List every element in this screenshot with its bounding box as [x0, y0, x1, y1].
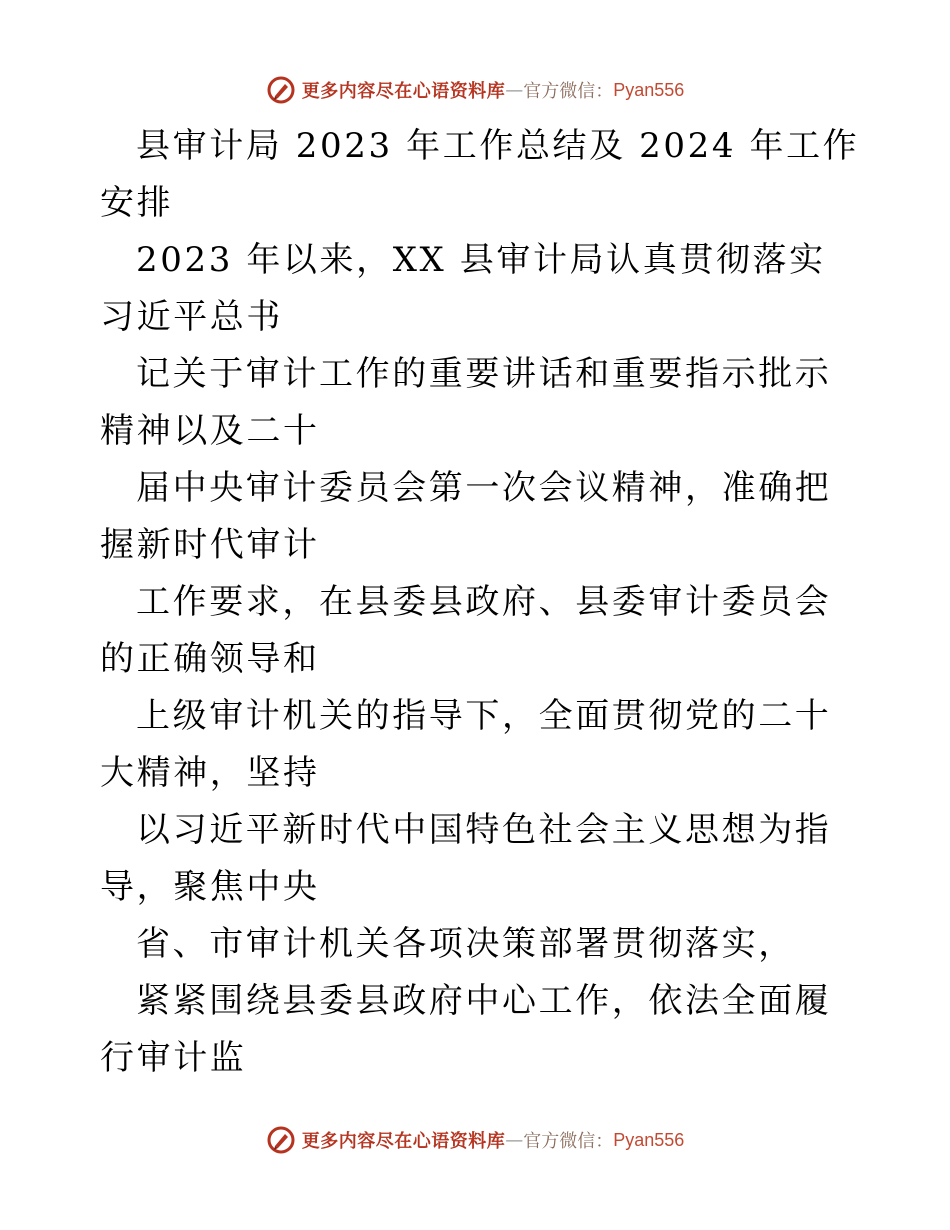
banner-separator: — [505, 1129, 524, 1151]
banner-wechat-id: Pyan556 [613, 1129, 685, 1150]
banner-separator: — [505, 79, 524, 101]
document-title: 县审计局 2023 年工作总结及 2024 年工作安排 [100, 126, 860, 223]
banner-main-text: 更多内容尽在心语资料库 [301, 81, 506, 102]
paragraph-8: 紧紧围绕县委县政府中心工作，依法全面履行审计监 [100, 981, 832, 1078]
paragraph-4: 工作要求，在县委县政府、县委审计委员会的正确领导和 [100, 582, 832, 679]
paragraph-2: 记关于审计工作的重要讲话和重要指示批示精神以及二十 [100, 354, 832, 451]
footer-watermark-banner [0, 1122, 950, 1158]
pen-logo-icon [266, 75, 296, 105]
banner-wechat-id: Pyan556 [613, 79, 685, 100]
paragraph-1: 2023 年以来，XX 县审计局认真贯彻落实习近平总书 [100, 240, 826, 337]
banner-sub-text: 官方微信： [523, 81, 614, 102]
paragraph-3: 届中央审计委员会第一次会议精神，准确把握新时代审计 [100, 468, 832, 565]
banner-main-text: 更多内容尽在心语资料库 [301, 1131, 506, 1152]
document-body [100, 118, 860, 1087]
paragraph-5: 上级审计机关的指导下，全面贯彻党的二十大精神，坚持 [100, 696, 832, 793]
header-watermark-banner [0, 72, 950, 108]
pen-logo-icon [266, 1125, 296, 1155]
paragraph-7: 省、市审计机关各项决策部署贯彻落实， [136, 924, 795, 964]
paragraph-6: 以习近平新时代中国特色社会主义思想为指导，聚焦中央 [100, 810, 832, 907]
banner-sub-text: 官方微信： [523, 1131, 614, 1152]
